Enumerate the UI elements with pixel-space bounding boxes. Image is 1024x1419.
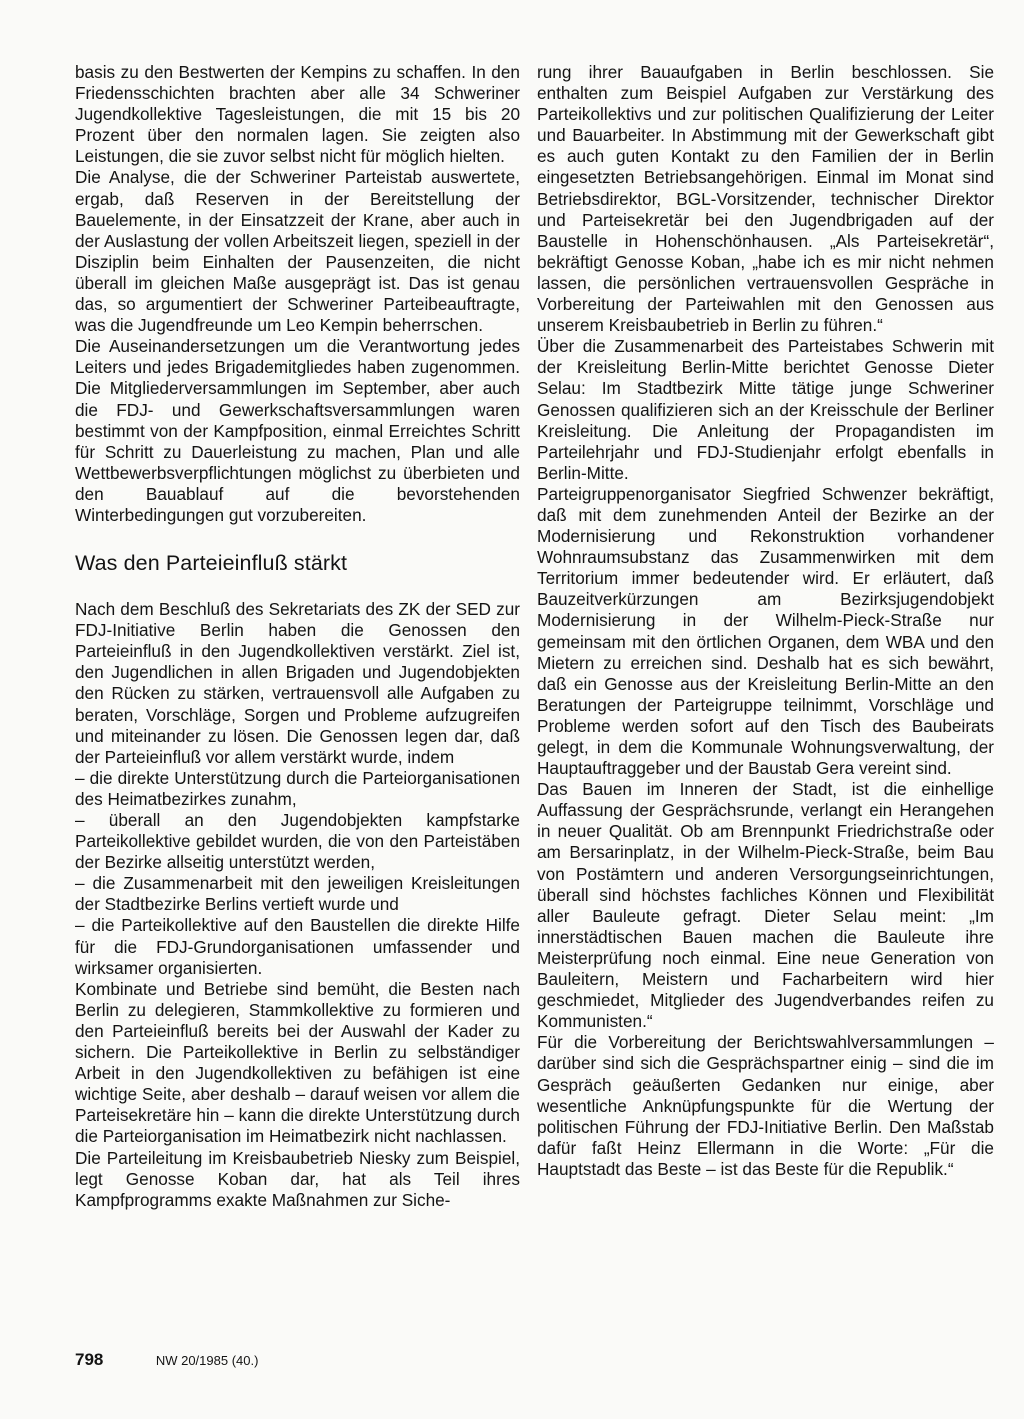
list-item: – die Parteikollektive auf den Baustellen die direkte Hilfe für die FDJ-Grundorganisationen umfassender und wirksamer organisierten. [75,915,520,978]
paragraph: Parteigruppenorganisator Siegfried Schwenzer bekräftigt, daß mit dem zunehmenden Anteil der Bezirke an der Modernisierung und Rekonstruktion vorhandener Wohnraumsubstanz das Zusammenwirken mit dem Territorium immer bedeutender wird. Er erläutert, daß Bauzeitverkürzungen am Bezirksjugendobjekt Modernisierung in der Wilhelm-Pieck-Straße nur gemeinsam mit den örtlichen Organen, dem WBA und den Mietern zu erreichen sind. Deshalb hat es sich bewährt, daß ein Genosse aus der Kreisleitung Berlin-Mitte an den Beratungen der Parteigruppe teilnimmt, Vorschläge und Probleme werden sofort auf den Tisch des Baubeirats gelegt, in dem die Kommunale Wohnungsverwaltung, der Hauptauftraggeber und der Baustab Gera vereint sind. [537,483,994,779]
list-item: – die Zusammenarbeit mit den jeweiligen Kreisleitungen der Stadtbezirke Berlins vertieft wurde und [75,873,520,915]
page-number: 798 [75,1350,104,1369]
list-item: – die direkte Unterstützung durch die Parteiorganisationen des Heimatbezirkes zunahm, [75,767,520,809]
right-column [537,62,994,1180]
left-column [75,62,520,1211]
paragraph: Die Parteileitung im Kreisbaubetrieb Niesky zum Beispiel, legt Genosse Koban dar, hat als Teil ihres Kampfprogramms exakte Maßnahmen zur Siche- [75,1147,520,1210]
paragraph: Nach dem Beschluß des Sekretariats des ZK der SED zur FDJ-Initiative Berlin haben die Genossen den Parteieinfluß in den Jugendkollektiven verstärkt. Ziel ist, den Jugendlichen in allen Brigaden und Jugendobjekten den Rücken zu stärken, vertrauensvoll alle Aufgaben zu beraten, Vorschläge, Sorgen und Probleme aufzugreifen und miteinander zu lösen. Die Genossen legen dar, daß der Parteieinfluß vor allem verstärkt wurde, indem [75,599,520,767]
paragraph: Die Analyse, die der Schweriner Parteistab auswertete, ergab, daß Reserven in der Bereitstellung der Bauelemente, in der Einsatzzeit der Krane, aber auch in der Auslastung der vollen Arbeitszeit liegen, speziell in der Disziplin beim Einhalten der Pausenzeiten, die nicht überall im gleichen Maße ausgeprägt ist. Das ist genau das, so argumentiert der Schweriner Parteibeauftragte, was die Jugendfreunde um Leo Kempin beherrschen. [75,167,520,336]
section-heading: Was den Parteieinfluß stärkt [75,551,348,576]
list-item: – überall an den Jugendobjekten kampfstarke Parteikollektive gebildet wurden, die von den Parteistäben der Bezirke allseitig unterstützt werden, [75,810,520,873]
paragraph: Kombinate und Betriebe sind bemüht, die Besten nach Berlin zu delegieren, Stammkollektive zu formieren und den Parteieinfluß bereits bei der Auswahl der Kader zu sichern. Die Parteikollektive in Berlin zu selbständiger Arbeit in den Jugendkollektiven zu befähigen ist eine wichtige Seite, aber deshalb – darauf weisen vor allem die Parteisekretäre hin – kann die direkte Unterstützung durch die Parteiorganisation im Heimatbezirk nicht nachlassen. [75,978,520,1147]
paragraph: Die Auseinandersetzungen um die Verantwortung jedes Leiters und jedes Brigademitgliedes haben zugenommen. Die Mitgliederversammlungen im September, aber auch die FDJ- und Gewerkschaftsversammlungen waren bestimmt von der Kampfposition, einmal Erreichtes Schritt für Schritt zu Dauerleistung zu machen, Plan und alle Wettbewerbsverpflichtungen möglichst zu überbieten und den Bauablauf auf die bevorstehenden Winterbedingungen gut vorzubereiten. [75,336,520,525]
paragraph: Das Bauen im Inneren der Stadt, ist die einhellige Auffassung der Gesprächsrunde, verlangt ein Herangehen in neuer Qualität. Ob am Brennpunkt Friedrichstraße oder am Bersarinplatz, in der Wilhelm-Pieck-Straße, beim Bau von Postämtern und anderen Versorgungseinrichtungen, überall sind höchstes fachliches Können und Flexibilität aller Bauleute gefragt. Dieter Selau meint: „Im innerstädtischen Bauen machen die Bauleute ihre Meisterprüfung noch einmal. Eine neue Generation von Bauleitern, Meistern und Facharbeitern wird hier geschmiedet, Mitglieder des Jugendverbandes reifen zu Kommunisten.“ [537,779,994,1032]
paragraph: basis zu den Bestwerten der Kempins zu schaffen. In den Friedensschichten brachten aber alle 34 Schweriner Jugendkollektive Tagesleistungen, die mit 15 bis 20 Prozent über den normalen lagen. Sie zeigten also Leistungen, die sie zuvor selbst nicht für möglich hielten. [75,62,520,167]
paragraph: rung ihrer Bauaufgaben in Berlin beschlossen. Sie enthalten zum Beispiel Aufgaben zur Verstärkung des Parteikollektivs und zur politischen Qualifizierung der Leiter und Bauarbeiter. In Abstimmung mit der Gewerkschaft gibt es auch guten Kontakt zu den Familien der in Berlin eingesetzten Betriebsangehörigen. Einmal im Monat sind Betriebsdirektor, BGL-Vorsitzender, technischer Direktor und Parteisekretär bei den Jugendbrigaden auf der Baustelle in Hohenschönhausen. „Als Parteisekretär“, bekräftigt Genosse Koban, „habe ich es mir nicht nehmen lassen, die persönlichen vertrauensvollen Gespräche in Vorbereitung der Parteiwahlen mit den Genossen aus unserem Kreisbaubetrieb in Berlin zu führen.“ [537,62,994,336]
source-reference: NW 20/1985 (40.) [155,1353,259,1368]
paragraph: Über die Zusammenarbeit des Parteistabes Schwerin mit der Kreisleitung Berlin-Mitte berichtet Genosse Dieter Selau: Im Stadtbezirk Mitte tätige junge Schweriner Genossen qualifizieren sich an der Kreisschule der Berliner Kreisleitung. Die Anleitung der Propagandisten im Parteilehrjahr und FDJ-Studienjahr erfolgt ebenfalls in Berlin-Mitte. [537,336,994,483]
page-footer [75,1350,258,1370]
paragraph: Für die Vorbereitung der Berichtswahlversammlungen – darüber sind sich die Gesprächspartner einig – sind die im Gespräch geäußerten Gedanken nur einige, aber wesentliche Anknüpfungspunkte für die Wertung der politischen Führung der FDJ-Initiative Berlin. Den Maßstab dafür faßt Heinz Ellermann in die Worte: „Für die Hauptstadt das Beste – ist das Beste für die Republik.“ [537,1032,994,1179]
